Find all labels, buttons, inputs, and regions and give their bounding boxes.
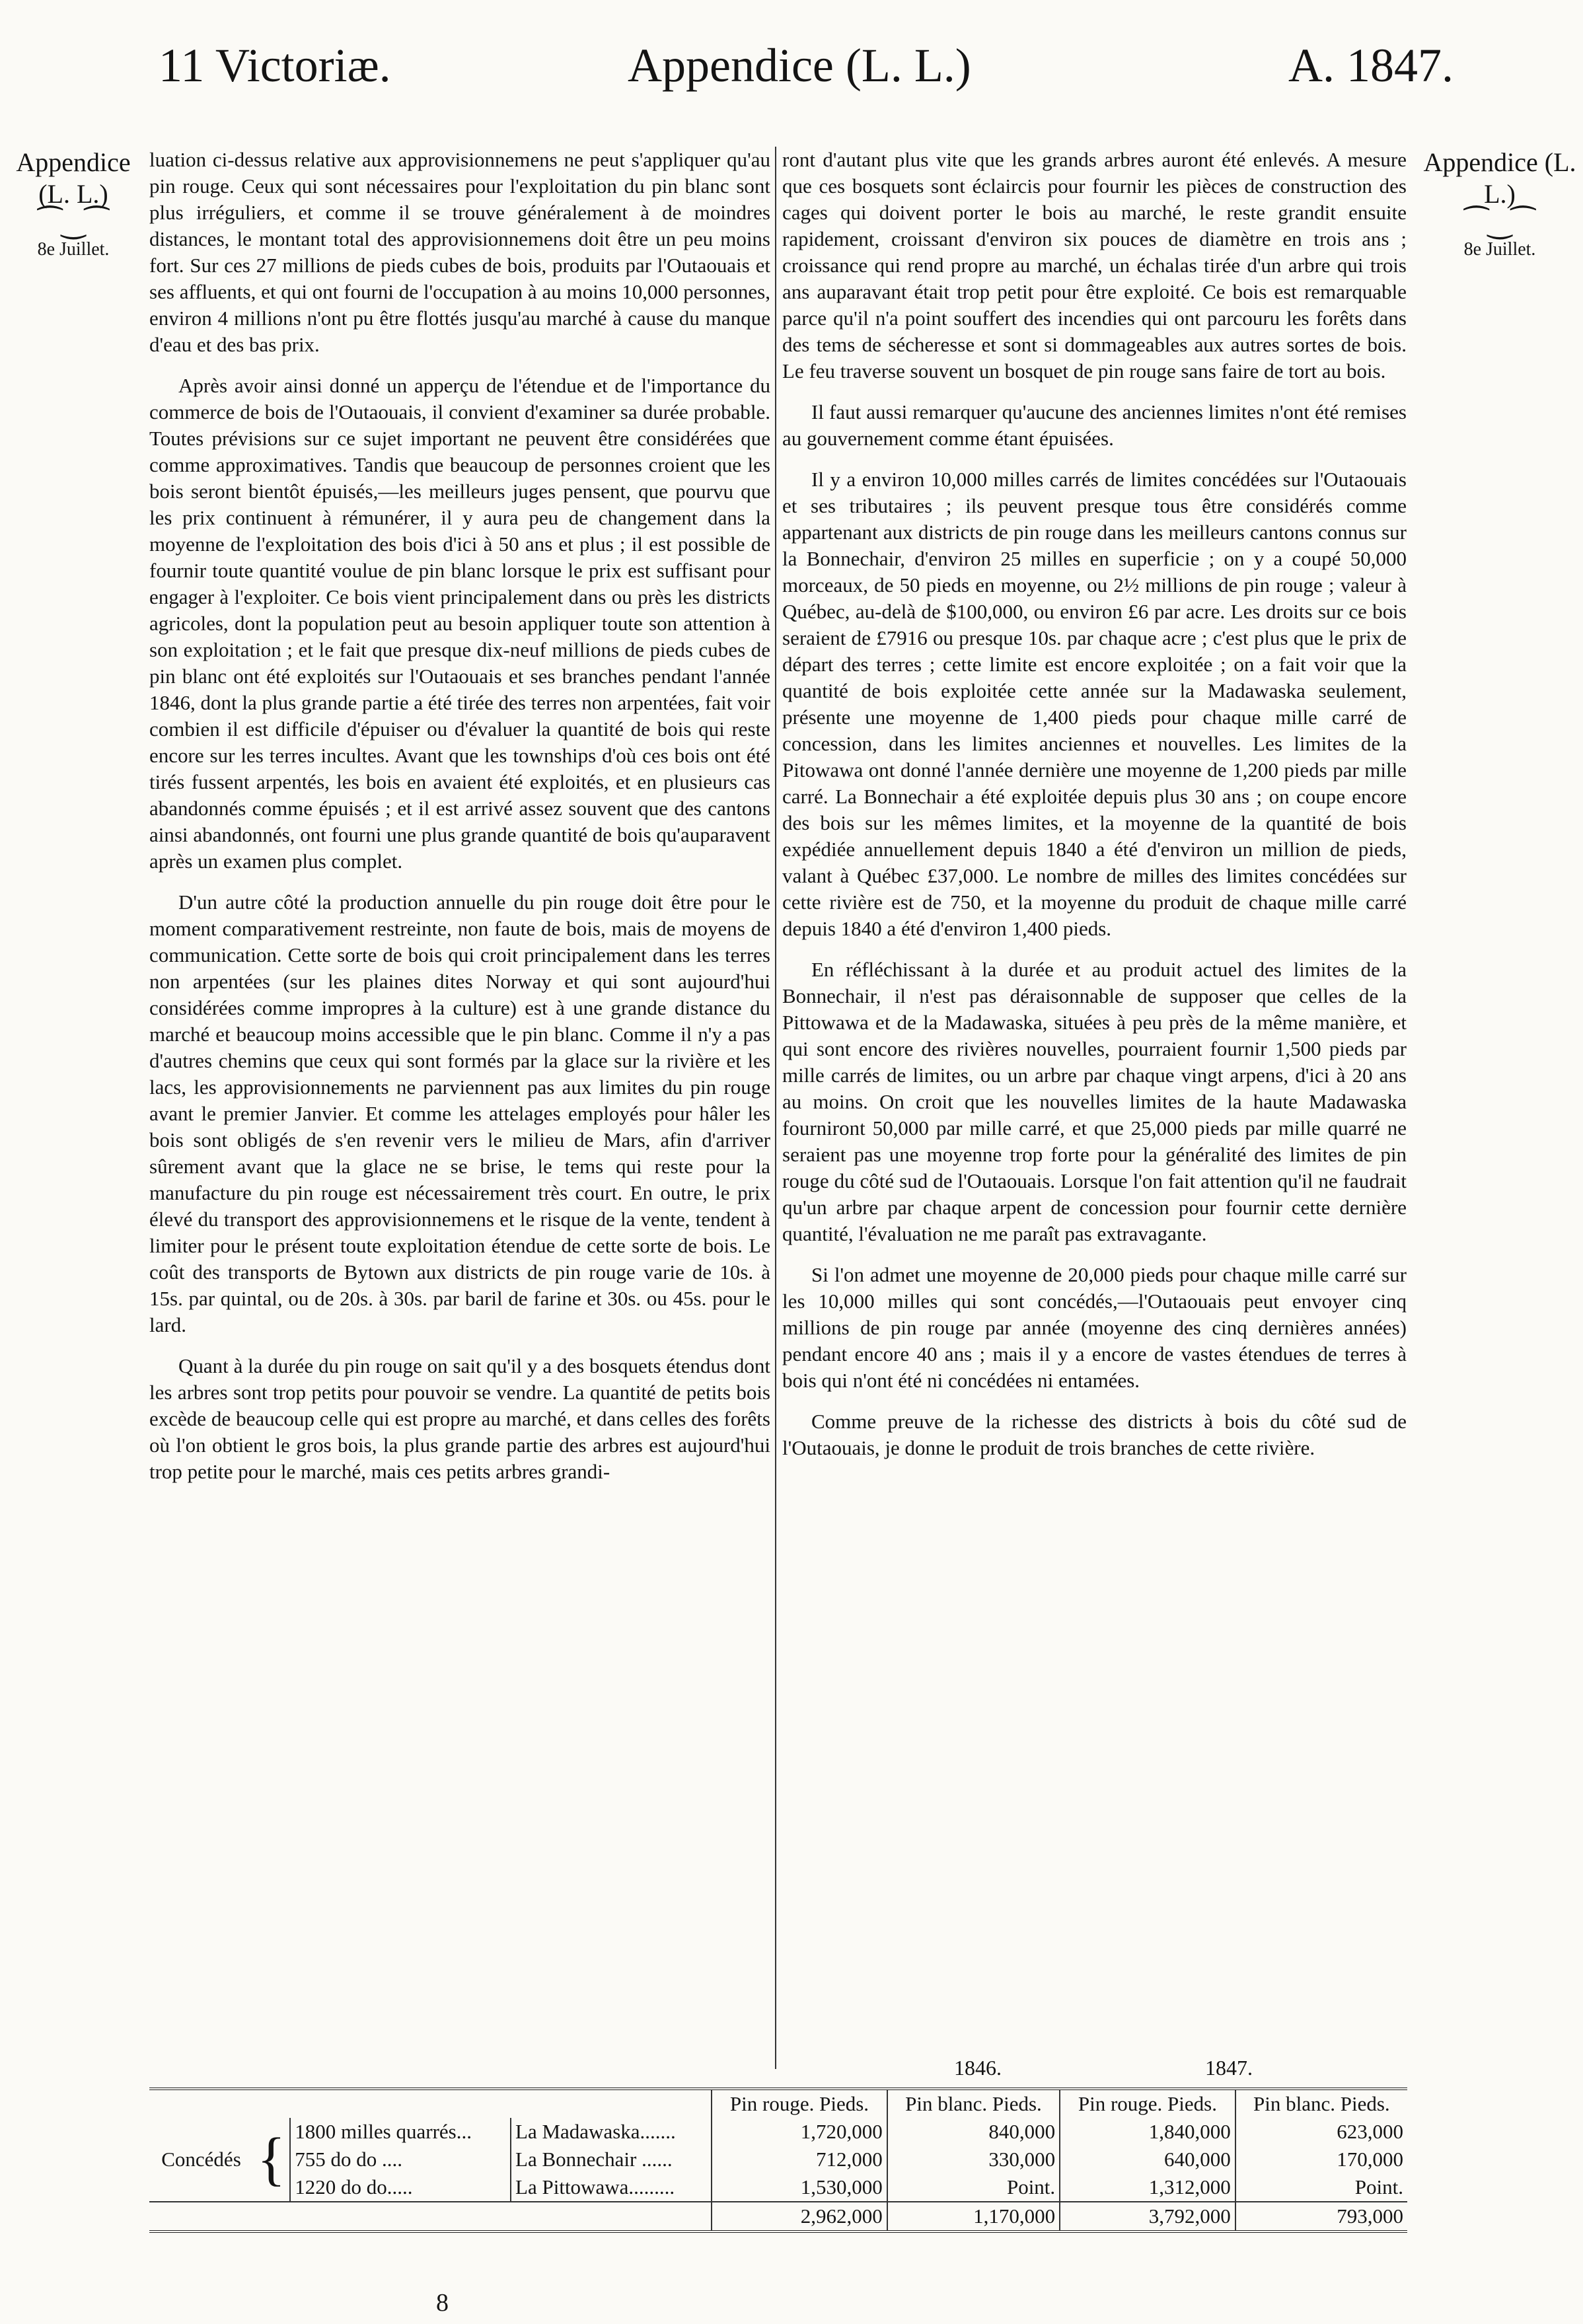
paragraph: D'un autre côté la production annuelle du pin rouge doit être pour le moment comparativement restreinte, non faute de bois, mais de moyens de communication. Cette sorte de bois qui croit principalement dans les terres non arpentées (sur les plaines dites Norway et qui sont aujourd'hui considérées comme impropres à la culture) est à une grande distance du marché et beaucoup moins accessible que le pin blanc. Comme il n'y a pas d'autres chemins que ceux qui sont formés par la glace sur la rivière et les lacs, les approvisionnements ne parviennent pas aux limites du pin rouge avant le premier Janvier. Et comme les attelages employés pour hâler les bois sont obligés de s'en revenir vers le milieu de Mars, afin d'arriver sûrement avant que la glace ne se brise, le tems qui reste pour la manufacture du pin rouge est nécessairement très court. En outre, le prix élevé du transport des approvisionnemens et le risque de la vente, tendent à limiter pour le présent toute exploitation étendue de cette sorte de bois. Le coût des transports de Bytown aux districts de pin rouge varie de 10s. à 15s. par quintal, ou de 20s. à 30s. par baril de farine et 30s. ou 45s. pour le lard.	[149, 890, 770, 1336]
paragraph: Quant à la durée du pin rouge on sait qu'il y a des bosquets étendus dont les arbres sont trop petits pour pouvoir se vendre. La quantité de petits bois excède de beaucoup celle qui est propre au marché, et dans celles des forêts où l'on obtient le gros bois, la plus grande partie des arbres est aujourd'hui trop petite pour le marché, mais ces petits arbres grandi-	[149, 1354, 770, 1483]
cell-value: 330,000	[887, 2146, 1060, 2173]
col-header: Pin blanc. Pieds.	[1235, 2090, 1407, 2118]
year-1846: 1846.	[954, 2056, 1002, 2080]
header-session: 11 Victoriæ.	[159, 39, 391, 92]
paragraph: luation ci-dessus relative aux approvisionnemens ne peut s'appliquer qu'au pin rouge. Ceux qui sont nécessaires pour l'exploitation du pin blanc sont plus irréguliers, et comme il se trouve généralement à de moindres distances, le montant total des approvisionnemens doit être un peu moins fort. Sur ces 27 millions de pieds cubes de bois, produits par l'Outaouais et ses affluents, et qui ont fourni de l'occupation à au moins 10,000 personnes, environ 4 millions n'ont pu être flottés jusqu'au marché à cause du manque d'eau et des bas prix.	[149, 148, 770, 356]
total-spacer	[149, 2202, 712, 2230]
group-label: Concédés	[161, 2148, 241, 2171]
margin-note-title: Appendice (L. L.)	[1423, 147, 1576, 209]
paragraph: Si l'on admet une moyenne de 20,000 pieds pour chaque mille carré sur les 10,000 milles qui sont concédés,—l'Outaouais peut envoyer cinq millions de pin rouge par année (moyenne des cinq dernières années) pendant encore 40 ans ; mais il y a encore de vastes étendues de terres à bois qui n'ont été ni concédées ni entamées.	[782, 1263, 1407, 1392]
row-place: La Bonnechair ......	[511, 2146, 712, 2173]
page-header	[159, 38, 1454, 111]
brace-glyph: {	[257, 2126, 286, 2192]
production-table	[149, 2090, 1407, 2230]
row-area: 1800 milles quarrés...	[290, 2118, 511, 2146]
margin-note-ornament: ⁀‿⁀	[38, 207, 109, 239]
paragraph: ront d'autant plus vite que les grands arbres auront été enlevés. A mesure que ces bosquets sont éclaircis pour fournir les pièces de construction des cages qui doivent porter le bois au marché, le reste grandit ensuite rapidement, croissant d'environ six pouces de diamètre en trois ans ; croissance qui rend propre au marché, un échalas tirée d'un arbre qui trois ans auparavant était trop petit pour être exploité. Ce bois est remarquable parce qu'il n'a point souffert des incendies qui ont parcouru les forêts dans des tems de sécheresse et sont si dommageables aux autres sortes de bois. Le feu traverse souvent un bosquet de pin rouge sans faire de tort au bois.	[782, 148, 1407, 382]
col-header: Pin blanc. Pieds.	[887, 2090, 1060, 2118]
col-header: Pin rouge. Pieds.	[1060, 2090, 1235, 2118]
row-area: 755 do do ....	[290, 2146, 511, 2173]
total-value: 2,962,000	[712, 2202, 887, 2230]
header-year: A. 1847.	[1288, 39, 1454, 92]
cell-value: 1,720,000	[712, 2118, 887, 2146]
cell-value: 712,000	[712, 2146, 887, 2173]
cell-value: 1,840,000	[1060, 2118, 1235, 2146]
paragraph: Après avoir ainsi donné un apperçu de l'étendue et de l'importance du commerce de bois de l'Outaouais, il convient d'examiner sa durée probable. Toutes prévisions sur ce sujet important ne peuvent être considérées que comme approximatives. Tandis que beaucoup de personnes croient que les bois seront bientôt épuisés,—les meilleurs juges pensent, que pourvu que les prix continuent à rémunérer, il y aura peu de changement dans la moyenne de l'exploitation des bois d'ici à 50 ans et plus ; il est possible de fournir toute quantité voulue de pin blanc lorsque le prix est suffisant pour engager à l'exploiter. Ce bois vient principalement dans ou près les districts agricoles, dont la population peut au besoin appliquer toute son attention à son exploitation ; et le fait que presque dix-neuf millions de pieds cubes de pin blanc ont été exploités sur l'Outaouais et ses branches pendant l'année 1846, dont la plus grande partie a été tirée des terres non arpentées, fait voir combien il est difficile d'épuiser ou d'évaluer la quantité de bois qui reste encore sur les terres incultes. Avant que les townships d'où ces bois ont été tirés fussent arpentés, les bois en avaient été exploités, et en plusieurs cas abandonnés comme épuisés ; et il est arrivé assez souvent que des cantons ainsi abandonnés, ont fourni une plus grande quantité de bois qu'auparavent après un examen plus complet.	[149, 374, 770, 873]
year-1847: 1847.	[1205, 2056, 1253, 2080]
row-place: La Madawaska.......	[511, 2118, 712, 2146]
paragraph: Comme preuve de la richesse des districts à bois du côté sud de l'Outaouais, je donne le produit de trois branches de cette rivière.	[782, 1410, 1407, 1459]
table-row	[149, 2146, 1407, 2173]
cell-value: 1,530,000	[712, 2173, 887, 2202]
paragraph: Il y a environ 10,000 milles carrés de limites concédées sur l'Outaouais et ses tributaires ; ils peuvent presque tous être considérés comme appartenant aux districts de pin rouge dans les meilleurs cantons connus sur la Bonnechair, d'environ 25 milles en superficie ; on y a coupé 50,000 morceaux, de 50 pieds en moyenne, ou 2½ millions de pin rouge ; valeur à Québec, au-delà de $100,000, ou environ £6 par acre. Les droits sur ce bois seraient de £7916 ou presque 10s. par chaque acre ; c'est plus que le prix de départ des terres ; cette limite est encore exploitée ; on a fait voir que la quantité de bois exploitée cette année sur la Madawaska seulement, présente une moyenne de 1,400 pieds pour chaque mille carré de concession, dans les limites anciennes et nouvelles. Les limites de la Pitowawa ont donné l'année dernière une moyenne de 1,200 pieds par mille carré. La Bonnechair a été exploitée depuis plus 30 ans ; on coupe encore des bois sur les mêmes limites, et la moyenne de la quantité de bois expédiée annuellement depuis 1840 a été d'environ un million de pieds, valant à Québec £37,000. Le nombre de milles des limites concédées sur cette rivière est de 750, et la moyenne du produit de chaque mille carré depuis 1840 a été d'environ 1,400 pieds.	[782, 468, 1407, 940]
margin-note-ornament: ⁀‿⁀	[1464, 207, 1535, 239]
cell-value: 170,000	[1235, 2146, 1407, 2173]
margin-note-left	[4, 147, 143, 263]
paragraph: Il faut aussi remarquer qu'aucune des anciennes limites n'ont été remises au gouvernement comme étant épuisées.	[782, 400, 1407, 450]
page-number: 8	[436, 2289, 449, 2317]
table-total-row	[149, 2202, 1407, 2230]
cell-value: 1,312,000	[1060, 2173, 1235, 2202]
margin-note-right	[1420, 147, 1579, 263]
table-header-row	[149, 2090, 1407, 2118]
row-place: La Pittowawa.........	[511, 2173, 712, 2202]
cell-value: Point.	[1235, 2173, 1407, 2202]
col-header: Pin rouge. Pieds.	[712, 2090, 887, 2118]
total-value: 3,792,000	[1060, 2202, 1235, 2230]
cell-value: 640,000	[1060, 2146, 1235, 2173]
header-title: Appendice (L. L.)	[628, 39, 971, 92]
cell-value: 840,000	[887, 2118, 1060, 2146]
cell-value: Point.	[887, 2173, 1060, 2202]
margin-note-date: 8e Juillet.	[37, 239, 110, 260]
left-column	[149, 147, 770, 1500]
table-row	[149, 2173, 1407, 2202]
right-column	[782, 147, 1407, 1476]
column-divider	[775, 147, 776, 2069]
margin-note-date: 8e Juillet.	[1463, 239, 1536, 260]
paragraph: En réfléchissant à la durée et au produit actuel des limites de la Bonnechair, il n'est pas déraisonnable de supposer que celles de la Pittowawa et de la Madawaska, situées à peu près de la même manière, et qui sont encore des rivières nouvelles, pourraient fournir 1,500 pieds par mille carrés de limites, ou un arbre par chaque vingt arpens, d'ici à 20 ans au moins. On croit que les nouvelles limites de la haute Madawaska fourniront 50,000 par mille carré, et que 25,000 pieds par mille quarré ne seraient pas une moyenne trop forte pour la généralité des limites de pin rouge du côté sud de l'Outaouais. Lorsque l'on fait attention qu'il ne faudrait qu'un arbre par chaque arpent de concession pour fournir cette dernière quantité, l'évaluation ne me paraît pas extravagante.	[782, 958, 1407, 1245]
row-area: 1220 do do.....	[290, 2173, 511, 2202]
production-table-wrap	[149, 2088, 1407, 2233]
margin-note-title: Appendice (L. L.)	[16, 147, 131, 209]
table-row	[149, 2118, 1407, 2146]
total-value: 793,000	[1235, 2202, 1407, 2230]
cell-value: 623,000	[1235, 2118, 1407, 2146]
table-header-spacer	[149, 2090, 712, 2118]
total-value: 1,170,000	[887, 2202, 1060, 2230]
